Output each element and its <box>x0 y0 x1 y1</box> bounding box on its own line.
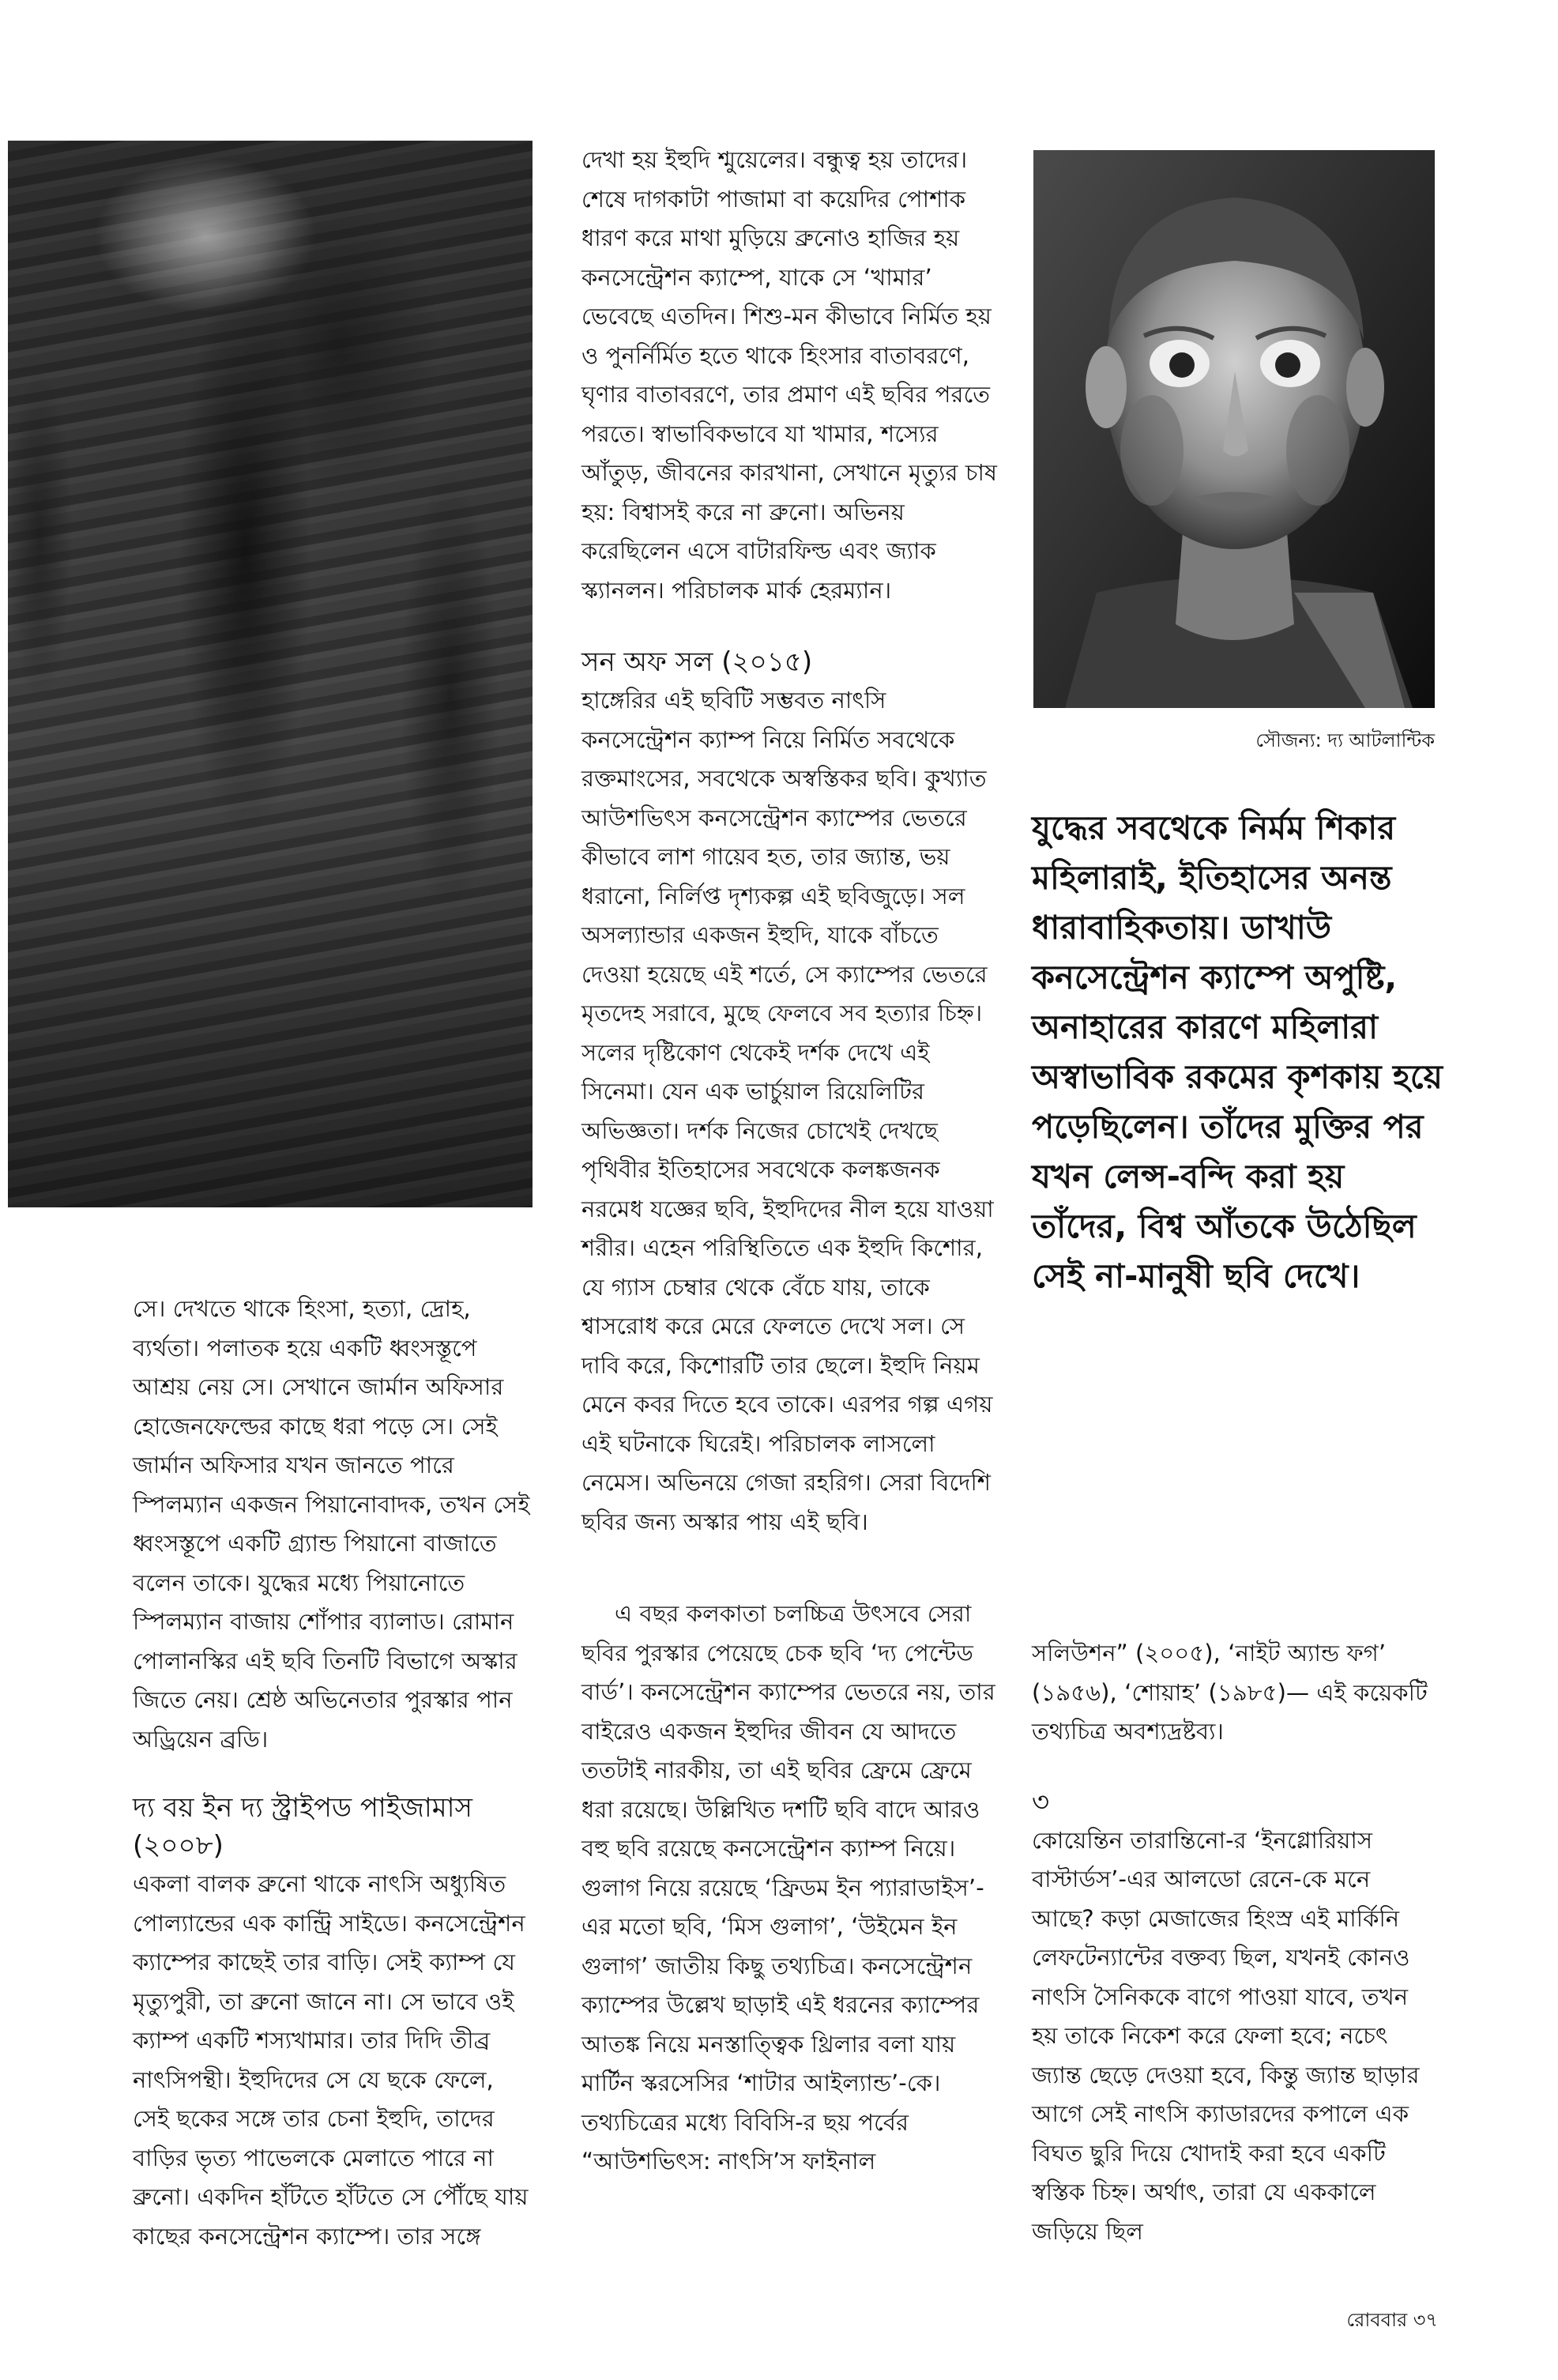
section-number: ৩ <box>1032 1786 1050 1818</box>
right-column <box>1032 1634 1436 2251</box>
paragraph-documentaries: সলিউশন” (২০০৫), ‘নাইট অ্যান্ড ফগ’ (১৯৫৬), ‘শোয়াহ’ (১৯৮৫)— এই কয়েকটি তথ্যচিত্র অবশ্যদ্রষ্টব্য। <box>1032 1640 1428 1745</box>
paragraph-pianist: সে। দেখতে থাকে হিংসা, হত্যা, দ্রোহ, ব্যর্থতা। পলাতক হয়ে একটি ধ্বংসস্তূপে আশ্রয় নেয় সে। সেখানে জার্মান অফিসার হোজেনফেল্ডের কাছে ধরা পড়ে সে। সেই জার্মান অফিসার যখন জানতে পারে স্পিলম্যান একজন পিয়ানোবাদক, তখন সেই ধ্বংসস্তূপে একটি গ্র্যান্ড পিয়ানো বাজাতে বলেন তাকে। যুদ্ধের মধ্যে পিয়ানোতে স্পিলম্যান বাজায় শোঁপার ব্যালাড। রোমান পোলানস্কির এই ছবি তিনটি বিভাগে অস্কার জিতে নেয়। শ্রেষ্ঠ অভিনেতার পুরস্কার পান অড্রিয়েন ব্রডি। <box>133 1295 530 1753</box>
portrait-photo <box>1033 150 1435 708</box>
photo-caption: সৌজন্য: দ্য আটলান্টিক <box>1255 729 1435 751</box>
page-footer: রোববার ৩৭ <box>1346 2309 1438 2331</box>
heading-son-of-saul: সন অফ সল (২০১৫) <box>581 646 813 678</box>
paragraph-painted-bird: এ বছর কলকাতা চলচ্চিত্র উৎসবে সেরা ছবির পুরস্কার পেয়েছে চেক ছবি ‘দ্য পেন্টেড বার্ড’। কনসেন্ট্রেশন ক্যাম্পের ভেতরে নয়, তার বাইরেও একজন ইহুদির জীবন যে আদতে ততটাই নারকীয়, তা এই ছবির ফ্রেমে ফ্রেমে ধরা রয়েছে। উল্লিখিত দশটি ছবি বাদে আরও বহু ছবি রয়েছে কনসেন্ট্রেশন ক্যাম্প নিয়ে। গুলাগ নিয়ে রয়েছে ‘ফ্রিডম ইন প্যারাডাইস’-এর মতো ছবি, ‘মিস গুলাগ’, ‘উইমেন ইন গুলাগ’ জাতীয় কিছু তথ্যচিত্র। কনসেন্ট্রেশন ক্যাম্পের উল্লেখ ছাড়াই এই ধরনের ক্যাম্পের আতঙ্ক নিয়ে মনস্তাত্ত্বিক থ্রিলার বলা যায় মার্টিন স্করসেসির ‘শাটার আইল্যান্ড’-কে। তথ্যচিত্রের মধ্যে বিবিসি-র ছয় পর্বের “আউশভিৎস: নাৎসি’স ফাইনাল <box>581 1600 995 2175</box>
middle-column-bottom <box>581 1595 999 2182</box>
paragraph-son-of-saul: হাঙ্গেরির এই ছবিটি সম্ভবত নাৎসি কনসেন্ট্রেশন ক্যাম্প নিয়ে নির্মিত সবথেকে রক্তমাংসের, সবথেকে অস্বস্তিকর ছবি। কুখ্যাত আউশভিৎস কনসেন্ট্রেশন ক্যাম্পের ভেতরে কীভাবে লাশ গায়েব হত, তার জ্যান্ত, ভয় ধরানো, নির্লিপ্ত দৃশ্যকল্প এই ছবিজুড়ে। সল অসল্যান্ডার একজন ইহুদি, যাকে বাঁচতে দেওয়া হয়েছে এই শর্তে, সে ক্যাম্পের ভেতরে মৃতদেহ সরাবে, মুছে ফেলবে সব হত্যার চিহ্ন। সলের দৃষ্টিকোণ থেকেই দর্শক দেখে এই সিনেমা। যেন এক ভার্চুয়াল রিয়েলিটির অভিজ্ঞতা। দর্শক নিজের চোখেই দেখছে পৃথিবীর ইতিহাসের সবথেকে কলঙ্কজনক নরমেধ যজ্ঞের ছবি, ইহুদিদের নীল হয়ে যাওয়া শরীর। এহেন পরিস্থিতিতে এক ইহুদি কিশোর, যে গ্যাস চেম্বার থেকে বেঁচে যায়, তাকে শ্বাসরোধ করে মেরে ফেলতে দেখে সল। সে দাবি করে, কিশোরটি তার ছেলে। ইহুদি নিয়ম মেনে কবর দিতে হবে তাকে। এরপর গল্প এগয় এই ঘটনাকে ঘিরেই। পরিচালক লাসলো নেমেস। অভিনয়ে গেজা রহরিগ। সেরা বিদেশি ছবির জন্য অস্কার পায় এই ছবি। <box>581 687 994 1535</box>
paragraph-boy-striped-pyjamas: একলা বালক ব্রুনো থাকে নাৎসি অধ্যুষিত পোল্যান্ডের এক কান্ট্রি সাইডে। কনসেন্ট্রেশন ক্যাম্পের কাছেই তার বাড়ি। সেই ক্যাম্প যে মৃত্যুপুরী, তা ব্রুনো জানে না। সে ভাবে ওই ক্যাম্প একটি শস্যখামার। তার দিদি তীব্র নাৎসিপন্থী। ইহুদিদের সে যে ছকে ফেলে, সেই ছকের সঙ্গে তার চেনা ইহুদি, তাদের বাড়ির ভৃত্য পাভেলকে মেলাতে পারে না ব্রুনো। একদিন হাঁটতে হাঁটতে সে পৌঁছে যায় কাছের কনসেন্ট্রেশন ক্যাম্পে। তার সঙ্গে <box>133 1870 529 2250</box>
blurred-crowd-photo <box>8 141 533 1207</box>
middle-column-top <box>581 141 999 1542</box>
left-column <box>133 1290 533 2256</box>
portrait-illustration <box>1033 150 1435 708</box>
paragraph-shmuel: দেখা হয় ইহুদি শ্মুয়েলের। বন্ধুত্ব হয় তাদের। শেষে দাগকাটা পাজামা বা কয়েদির পোশাক ধারণ করে মাথা মুড়িয়ে ব্রুনোও হাজির হয় কনসেন্ট্রেশন ক্যাম্পে, যাকে সে ‘খামার’ ভেবেছে এতদিন। শিশু-মন কীভাবে নির্মিত হয় ও পুনর্নির্মিত হতে থাকে হিংসার বাতাবরণে, ঘৃণার বাতাবরণে, তার প্রমাণ এই ছবির পরতে পরতে। স্বাভাবিকভাবে যা খামার, শস্যের আঁতুড়, জীবনের কারখানা, সেখানে মৃত্যুর চাষ হয়: বিশ্বাসই করে না ব্রুনো। অভিনয় করেছিলেন এসে বাটারফিল্ড এবং জ্যাক স্ক্যানলন। পরিচালক মার্ক হেরম্যান। <box>581 146 998 604</box>
paragraph-inglourious-basterds: কোয়েন্তিন তারান্তিনো-র ‘ইনগ্লোরিয়াস বাস্টার্ডস’-এর আলডো রেনে-কে মনে আছে? কড়া মেজাজের হিংস্র এই মার্কিনি লেফটেন্যান্টের বক্তব্য ছিল, যখনই কোনও নাৎসি সৈনিককে বাগে পাওয়া যাবে, তখন হয় তাকে নিকেশ করে ফেলা হবে; নচেৎ জ্যান্ত ছেড়ে দেওয়া হবে, কিন্তু জ্যান্ত ছাড়ার আগে সেই নাৎসি ক্যাডারদের কপালে এক বিঘত ছুরি দিয়ে খোদাই করা হবে একটি স্বস্তিক চিহ্ন। অর্থাৎ, তারা যে এককালে জড়িয়ে ছিল <box>1032 1826 1420 2245</box>
pull-quote: যুদ্ধের সবথেকে নির্মম শিকার মহিলারাই, ইতিহাসের অনন্ত ধারাবাহিকতায়। ডাখাউ কনসেন্ট্রেশন ক্যাম্পে অপুষ্টি, অনাহারের কারণে মহিলারা অস্বাভাবিক রকমের কৃশকায় হয়ে পড়েছিলেন। তাঁদের মুক্তির পর যখন লেন্স-বন্দি করা হয় তাঁদের, বিশ্ব আঁতকে উঠেছিল সেই না-মানুষী ছবি দেখে। <box>1032 808 1443 1295</box>
heading-boy-striped-pyjamas: দ্য বয় ইন দ্য স্ট্রাইপড পাইজামাস (২০০৮) <box>133 1792 472 1862</box>
